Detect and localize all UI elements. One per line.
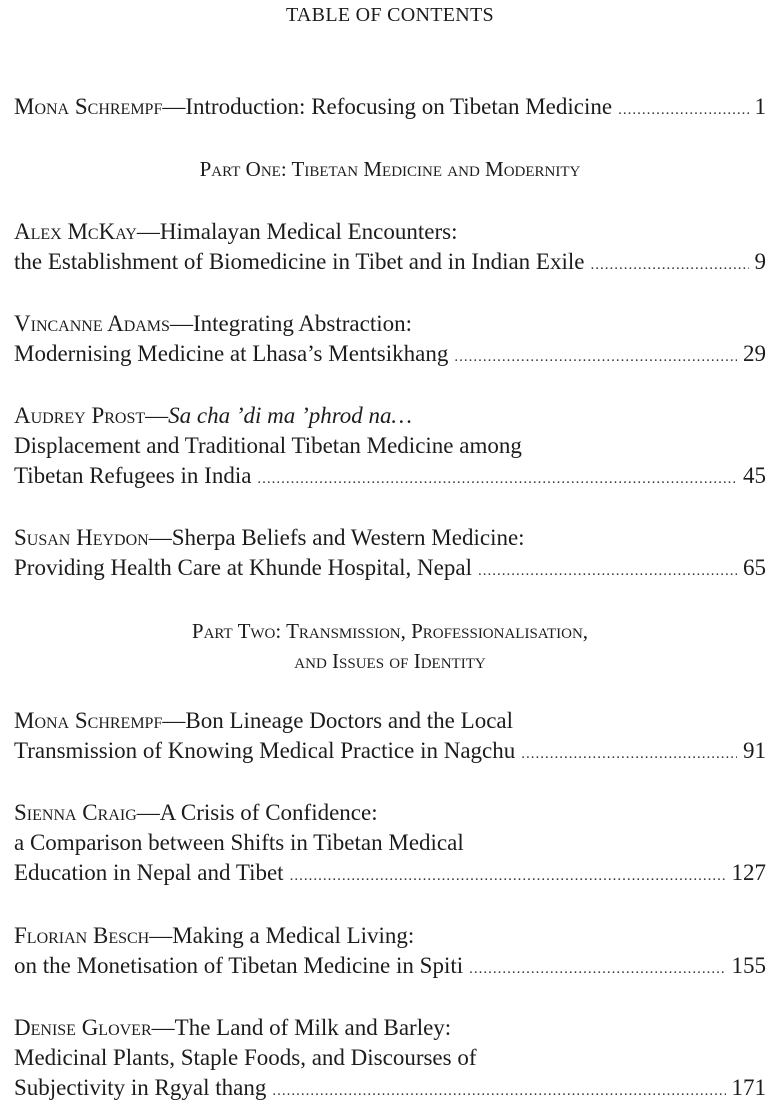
toc-entry[interactable]: Audrey Prost—Sa cha ’di ma ’phrod na… Displacement and Traditional Tibetan Medicine among Tibetan Refugees in India ..... 45 bbox=[14, 401, 766, 491]
entry-author: Sienna Craig bbox=[14, 800, 137, 825]
entry-title-cont: Education in Nepal and Tibet bbox=[14, 860, 284, 885]
entry-title: Displacement and Traditional Tibetan Medicine among bbox=[14, 433, 522, 458]
dot-leader bbox=[521, 739, 737, 769]
entry-title-cont: on the Monetisation of Tibetan Medicine in Spiti bbox=[14, 953, 464, 978]
entry-page-number: 171 bbox=[731, 1075, 766, 1100]
toc-entry[interactable]: Florian Besch—Making a Medical Living: on the Monetisation of Tibetan Medicine in Spiti ..... 155 bbox=[14, 921, 766, 981]
dot-leader bbox=[257, 464, 737, 494]
entry-page-number: 65 bbox=[743, 555, 766, 580]
toc-entry[interactable]: Mona Schrempf—Bon Lineage Doctors and the Local Transmission of Knowing Medical Practice in Nagchu ..... 91 bbox=[14, 706, 766, 766]
entry-page-number: 45 bbox=[743, 463, 766, 488]
entry-title-cont: Tibetan Refugees in India bbox=[14, 463, 252, 488]
dot-leader bbox=[590, 250, 748, 280]
entry-title-cont: Subjectivity in Rgyal thang bbox=[14, 1075, 267, 1100]
entry-title: Making a Medical Living: bbox=[172, 923, 415, 948]
entry-page-number: 29 bbox=[743, 341, 766, 366]
entry-author: Florian Besch bbox=[14, 923, 150, 948]
entry-title-cont: the Establishment of Biomedicine in Tibet and in Indian Exile bbox=[14, 249, 585, 274]
entry-title: A Crisis of Confidence: bbox=[159, 800, 378, 825]
entry-title-cont: Modernising Medicine at Lhasa’s Mentsikhang bbox=[14, 341, 449, 366]
entry-title-cont: Providing Health Care at Khunde Hospital, Nepal bbox=[14, 555, 472, 580]
entry-author: Mona Schrempf bbox=[14, 708, 163, 733]
entry-title-cont: Medicinal Plants, Staple Foods, and Discourses of bbox=[14, 1045, 477, 1070]
part-heading: Part One: Tibetan Medicine and Modernity bbox=[199, 157, 581, 181]
entry-title-cont: a Comparison between Shifts in Tibetan Medical bbox=[14, 830, 464, 855]
toc-page bbox=[14, 0, 766, 1108]
toc-entry[interactable]: Alex McKay—Himalayan Medical Encounters: the Establishment of Biomedicine in Tibet and in Indian Exile ..... 9 bbox=[14, 217, 766, 277]
entry-author: Vincanne Adams bbox=[14, 311, 170, 336]
dot-leader bbox=[454, 342, 737, 372]
entry-page-number: 9 bbox=[754, 249, 766, 274]
entry-page-number: 91 bbox=[743, 738, 766, 763]
toc-entry[interactable]: Mona Schrempf—Introduction: Refocusing on Tibetan Medicine ..... 1 bbox=[14, 92, 766, 122]
entry-page-number: 1 bbox=[754, 94, 766, 119]
entry-title: Bon Lineage Doctors and the Local bbox=[185, 708, 513, 733]
toc-entry[interactable]: Denise Glover—The Land of Milk and Barley: Medicinal Plants, Staple Foods, and Discourses of Subjectivity in Rgyal thang ..... 171 bbox=[14, 1013, 766, 1103]
entry-title: Sherpa Beliefs and Western Medicine: bbox=[171, 525, 525, 550]
entry-author: Audrey Prost bbox=[14, 403, 146, 428]
entry-page-number: 127 bbox=[731, 860, 766, 885]
entry-page-number: 155 bbox=[731, 953, 766, 978]
toc-entry[interactable]: Susan Heydon—Sherpa Beliefs and Western Medicine: Providing Health Care at Khunde Hospital, Nepal ..... 65 bbox=[14, 523, 766, 583]
entry-author: Susan Heydon bbox=[14, 525, 149, 550]
entry-title-italic: Sa cha ’di ma ’phrod na… bbox=[168, 403, 412, 428]
toc-entry[interactable]: Vincanne Adams—Integrating Abstraction: Modernising Medicine at Lhasa’s Mentsikhang ..... 29 bbox=[14, 309, 766, 369]
dot-leader bbox=[469, 954, 725, 984]
dot-leader bbox=[618, 95, 748, 125]
entry-author: Mona Schrempf bbox=[14, 94, 163, 119]
entry-author: Alex McKay bbox=[14, 219, 137, 244]
dot-leader bbox=[290, 861, 726, 891]
part-heading: Part Two: Transmission, Professionalisation, and Issues of Identity bbox=[191, 619, 589, 673]
entry-title: Integrating Abstraction: bbox=[192, 311, 413, 336]
entry-title-cont: Transmission of Knowing Medical Practice in Nagchu bbox=[14, 738, 516, 763]
dot-leader bbox=[478, 556, 737, 586]
entry-author: Denise Glover bbox=[14, 1015, 152, 1040]
entry-title: The Land of Milk and Barley: bbox=[174, 1015, 452, 1040]
page-title: TABLE OF CONTENTS bbox=[286, 4, 494, 26]
dot-leader bbox=[272, 1076, 725, 1106]
toc-entry[interactable]: Sienna Craig—A Crisis of Confidence: a Comparison between Shifts in Tibetan Medical Education in Nepal and Tibet ..... 127 bbox=[14, 798, 766, 888]
entry-title: Himalayan Medical Encounters: bbox=[159, 219, 458, 244]
entry-title: Introduction: Refocusing on Tibetan Medicine bbox=[185, 94, 613, 119]
